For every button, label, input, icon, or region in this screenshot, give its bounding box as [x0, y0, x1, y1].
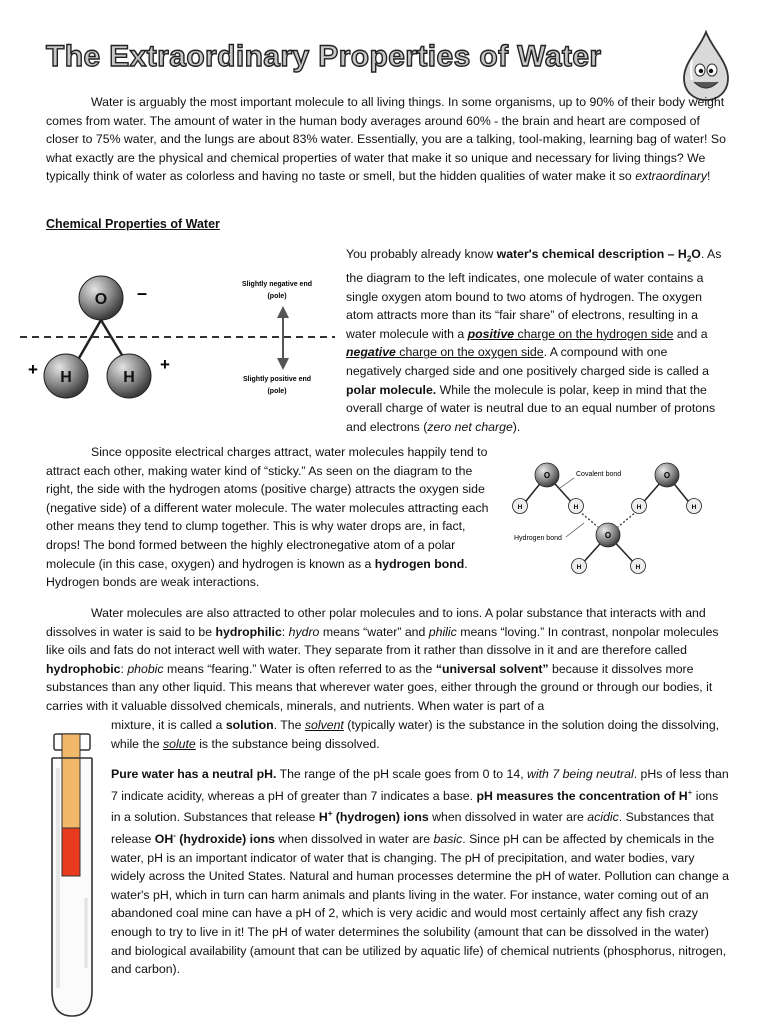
hydrogen-bond-label: Hydrogen bond	[514, 535, 562, 542]
hydrogen-label: H	[576, 564, 582, 571]
positive-end-label: Slightly positive end	[242, 376, 312, 383]
oxygen-label: O	[663, 471, 671, 480]
hydrogen-label: H	[573, 504, 579, 511]
ph-paragraph: Pure water has a neutral pH. The range of the pH scale goes from 0 to 14, with 7 being neutral. pHs of less than 7 indicate acidity, whereas a pH of greater than 7 indicates a base. pH measures the concentration of H+ ions in a solution. Substances that release H+ (hydrogen) ions when dissolved in water are acidic. Substances that release OH- (hydroxide) ions when dissolved in water are basic. Since pH can be affected by chemicals in the water, pH is an important indicator of water that is changing. The pH of precipitation, and water bodies, vary widely across the United States. Natural and human processes determine the pH of water. Pollution can change a water's pH, which in turn can harm animals and plants living in the water. For instance, water coming out of an abandoned coal mine can have a pH of 2, which is very acidic and would most certainly affect any fish crazy enough to try to live in it! The pH of water determines the solubility (amount that can be dissolved in the water) and biological availability (amount that can be utilized by aquatic life) of chemical nutrients (phosphorus, nitrogen, and carbon).	[111, 767, 729, 977]
negative-end-pole: (pole)	[267, 293, 287, 300]
positive-end-pole: (pole)	[267, 388, 287, 395]
test-tube-icon	[40, 728, 108, 1020]
arrow-up-icon	[277, 306, 289, 318]
hydrogen-bond-line	[618, 511, 637, 527]
hydrogen-label: H	[691, 504, 697, 511]
plus-sign: +	[28, 360, 38, 379]
plus-sign: +	[160, 355, 170, 374]
oxygen-label: O	[543, 471, 551, 480]
polarity-solvent-paragraph: Water molecules are also attracted to other polar molecules and to ions. A polar substance that interacts with and dissolves in water is said to be hydrophilic: hydro means “water” and philic means “loving.” In contrast, nonpolar molecules like oils and fats do not interact well with water. They separate from it rather than dissolve in it and are therefore called hydrophobic: phobic means “fearing.” Water is often referred to as the “universal solvent” because it dissolves more substances than any other liquid. This means that wherever water goes, either through the ground or through our bodies, it carries with it valuable dissolved chemicals, minerals, and nutrients. When water is part of a	[46, 606, 719, 713]
polar-molecule-diagram	[20, 262, 340, 412]
section-heading: Chemical Properties of Water	[46, 217, 220, 231]
hydrogen-bond-paragraph: Since opposite electrical charges attract, water molecules happily tend to attract each other, making water kind of “sticky.” As seen on the diagram to the right, the side with the hydrogen atoms (positive charge) attracts the oxygen side (negative side) of a different water molecule. The water molecules attracting each other means they tend to clump together. This is why water drops are, in fact, drops! The bond formed between the highly electronegative atom of a polar molecule (in this case, oxygen) and hydrogen is known as a hydrogen bond. Hydrogen bonds are weak interactions.	[46, 445, 489, 590]
hydrogen-label: H	[636, 504, 642, 511]
intro-paragraph: Water is arguably the most important molecule to all living things. In some organisms, up to 90% of their body weight comes from water. The amount of water in the human body averages around 60% - the brain and heart are composed of closer to 75% water, and the lungs are about 83% water. Essentially, you are a talking, tool-making, learning bag of water! So what exactly are the physical and chemical properties of water that make it so unique and necessary for living things? We typically think of water as colorless and having no taste or smell, but the hidden qualities of water make it so extraordinary!	[46, 95, 726, 184]
chemical-description-paragraph: You probably already know water's chemical description – $H_2O$. As the diagram to the left indicates, one molecule of water contains a single oxygen atom bound to two atoms of hydrogen. The oxygen atom attracts more than its “fair share” of electrons, resulting in a water molecule with a positive charge on the hydrogen side and a negative charge on the oxygen side. A compound with one negatively charged side and one positively charged side is called a polar molecule. While the molecule is polar, keep in mind that the overall charge of water is neutral due to an equal number of protons and electrons (zero net charge).	[346, 247, 722, 434]
oxygen-label: O	[94, 291, 108, 308]
minus-sign: –	[137, 283, 148, 303]
oxygen-label: O	[604, 531, 612, 540]
page-title: The Extraordinary Properties of Water	[46, 40, 602, 73]
hydrogen-bond-diagram	[500, 455, 725, 580]
hydrogen-label: H	[123, 369, 135, 386]
negative-end-label: Slightly negative end	[241, 281, 313, 288]
water-drop-mascot-icon	[678, 30, 734, 102]
covalent-bond-label: Covalent bond	[576, 471, 622, 478]
hydrogen-label: H	[635, 564, 641, 571]
solution-paragraph: mixture, it is called a solution. The solvent (typically water) is the substance in the solution doing the dissolving, while the solute is the substance being dissolved.	[111, 718, 720, 751]
hydrogen-label: H	[60, 369, 72, 386]
hydrogen-label: H	[517, 504, 523, 511]
arrow-down-icon	[277, 358, 289, 370]
